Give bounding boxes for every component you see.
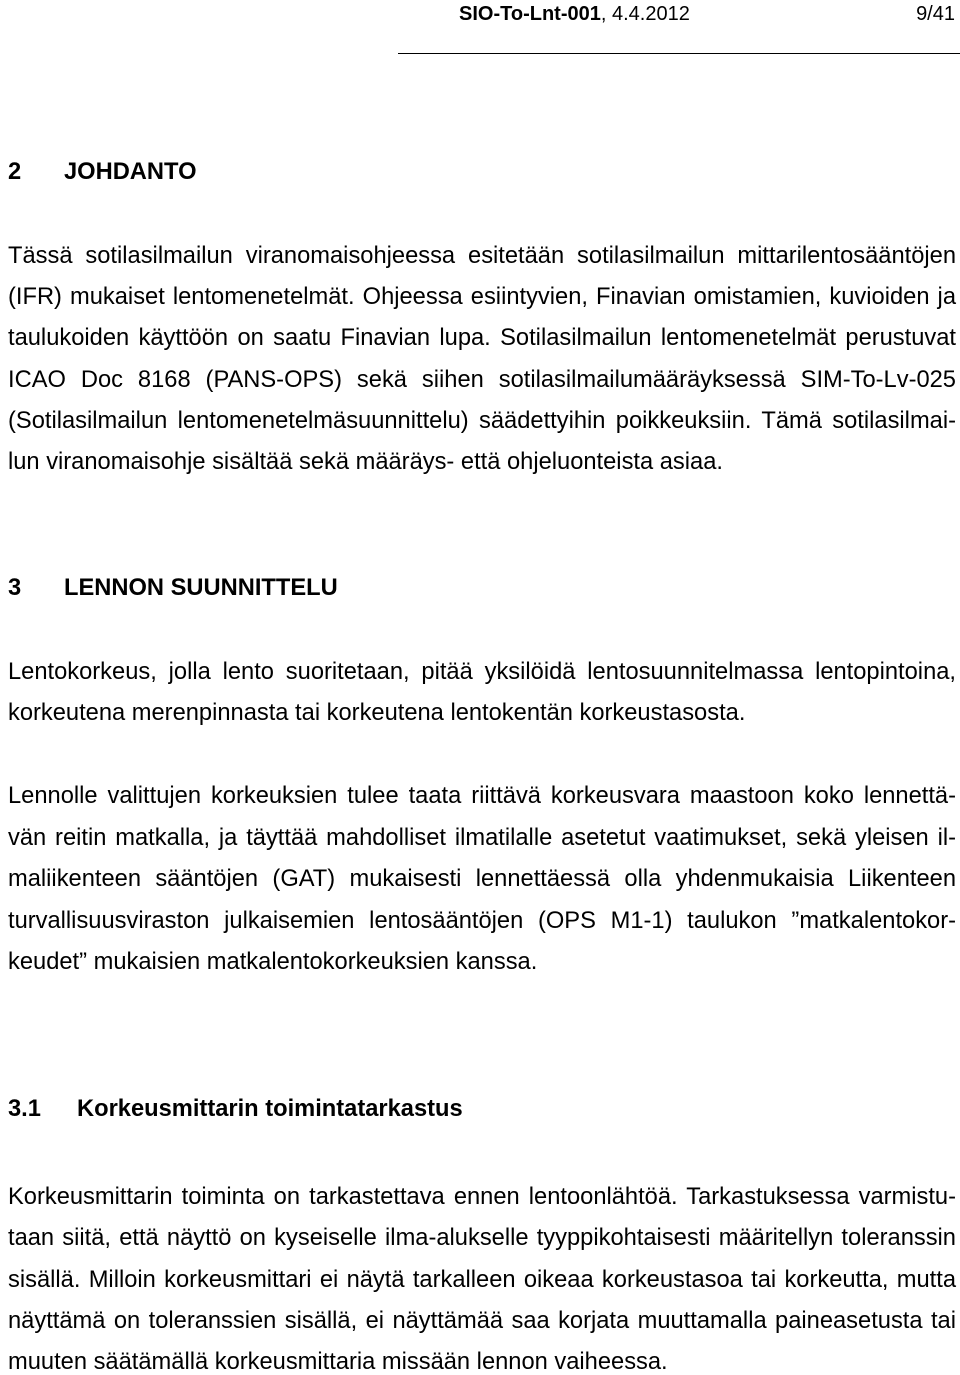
document-reference xyxy=(459,3,690,25)
text-line: ICAO Doc 8168 (PANS-OPS) sekä siihen sotilasilmailumääräyksessä SIM-To-Lv-025 xyxy=(8,366,956,393)
paragraph xyxy=(8,660,956,725)
paragraph xyxy=(8,784,956,974)
text-line: Korkeusmittarin toiminta on tarkastettava ennen lentoonlähtöä. Tarkastuksessa varmistu- xyxy=(8,1184,956,1210)
text-line: vän reitin matkalla, ja täyttää mahdolliset ilmatilalle asetetut vaatimukset, sekä yleisen il- xyxy=(8,824,956,851)
text-line: (Sotilasilmailun lentomenetelmäsuunnittelu) säädettyihin poikkeuksiin. Tämä sotilasilmai- xyxy=(8,407,956,434)
section-heading xyxy=(8,576,338,600)
subsection-heading xyxy=(8,1097,463,1121)
text-line: korkeutena merenpinnasta tai korkeutena lentokentän korkeustasosta. xyxy=(8,700,746,726)
section-title: Korkeusmittarin toimintatarkastus xyxy=(77,1096,463,1122)
text-line: taulukoiden käyttöön on saatu Finavian lupa. Sotilasilmailun lentomenetelmät perustuvat xyxy=(8,325,956,352)
text-line: sisällä. Milloin korkeusmittari ei näytä tarkalleen oikeaa korkeustasoa tai korkeutta, mutta xyxy=(8,1266,956,1293)
page-number: 9/41 xyxy=(916,3,955,25)
text-line: maliikenteen sääntöjen (GAT) mukaisesti lennettäessä olla yhdenmukaisia Liikenteen xyxy=(8,866,956,892)
section-number: 3.1 xyxy=(8,1096,41,1122)
section-number: 3 xyxy=(8,575,22,601)
section-heading xyxy=(8,160,197,184)
section-title: LENNON SUUNNITTELU xyxy=(64,575,338,601)
section-title: JOHDANTO xyxy=(64,159,197,185)
document-date: , 4.4.2012 xyxy=(600,3,690,25)
text-line: (IFR) mukaiset lentomenetelmät. Ohjeessa esiintyvien, Finavian omistamien, kuvioiden ja xyxy=(8,284,956,311)
page-header xyxy=(0,3,960,25)
text-line: Lennolle valittujen korkeuksien tulee taata riittävä korkeusvara maastoon koko lennettä- xyxy=(8,783,956,809)
text-line: Lentokorkeus, jolla lento suoritetaan, pitää yksilöidä lentosuunnitelmassa lentopintoina, xyxy=(8,659,956,685)
text-line: Tässä sotilasilmailun viranomaisohjeessa esitetään sotilasilmailun mittarilentosääntöjen xyxy=(8,243,956,269)
text-line: näyttämä on toleranssien sisällä, ei näyttämää saa korjata muuttamalla paineasetusta tai xyxy=(8,1307,956,1334)
paragraph xyxy=(8,1185,956,1374)
document-id: SIO-To-Lnt-001 xyxy=(459,3,601,25)
text-line: turvallisuusviraston julkaisemien lentosääntöjen (OPS M1-1) taulukon ”matkalentokor- xyxy=(8,907,956,934)
text-line: muuten säätämällä korkeusmittaria missään lennon vaiheessa. xyxy=(8,1349,668,1375)
paragraph xyxy=(8,244,956,474)
header-rule xyxy=(398,53,960,54)
text-line: taan siitä, että näyttö on kyseiselle ilma-alukselle tyyppikohtaisesti määritellyn toleranssin xyxy=(8,1225,956,1252)
text-line: lun viranomaisohje sisältää sekä määräys- että ohjeluonteista asiaa. xyxy=(8,448,723,475)
section-number: 2 xyxy=(8,159,22,185)
text-line: keudet” mukaisien matkalentokorkeuksien kanssa. xyxy=(8,949,538,975)
